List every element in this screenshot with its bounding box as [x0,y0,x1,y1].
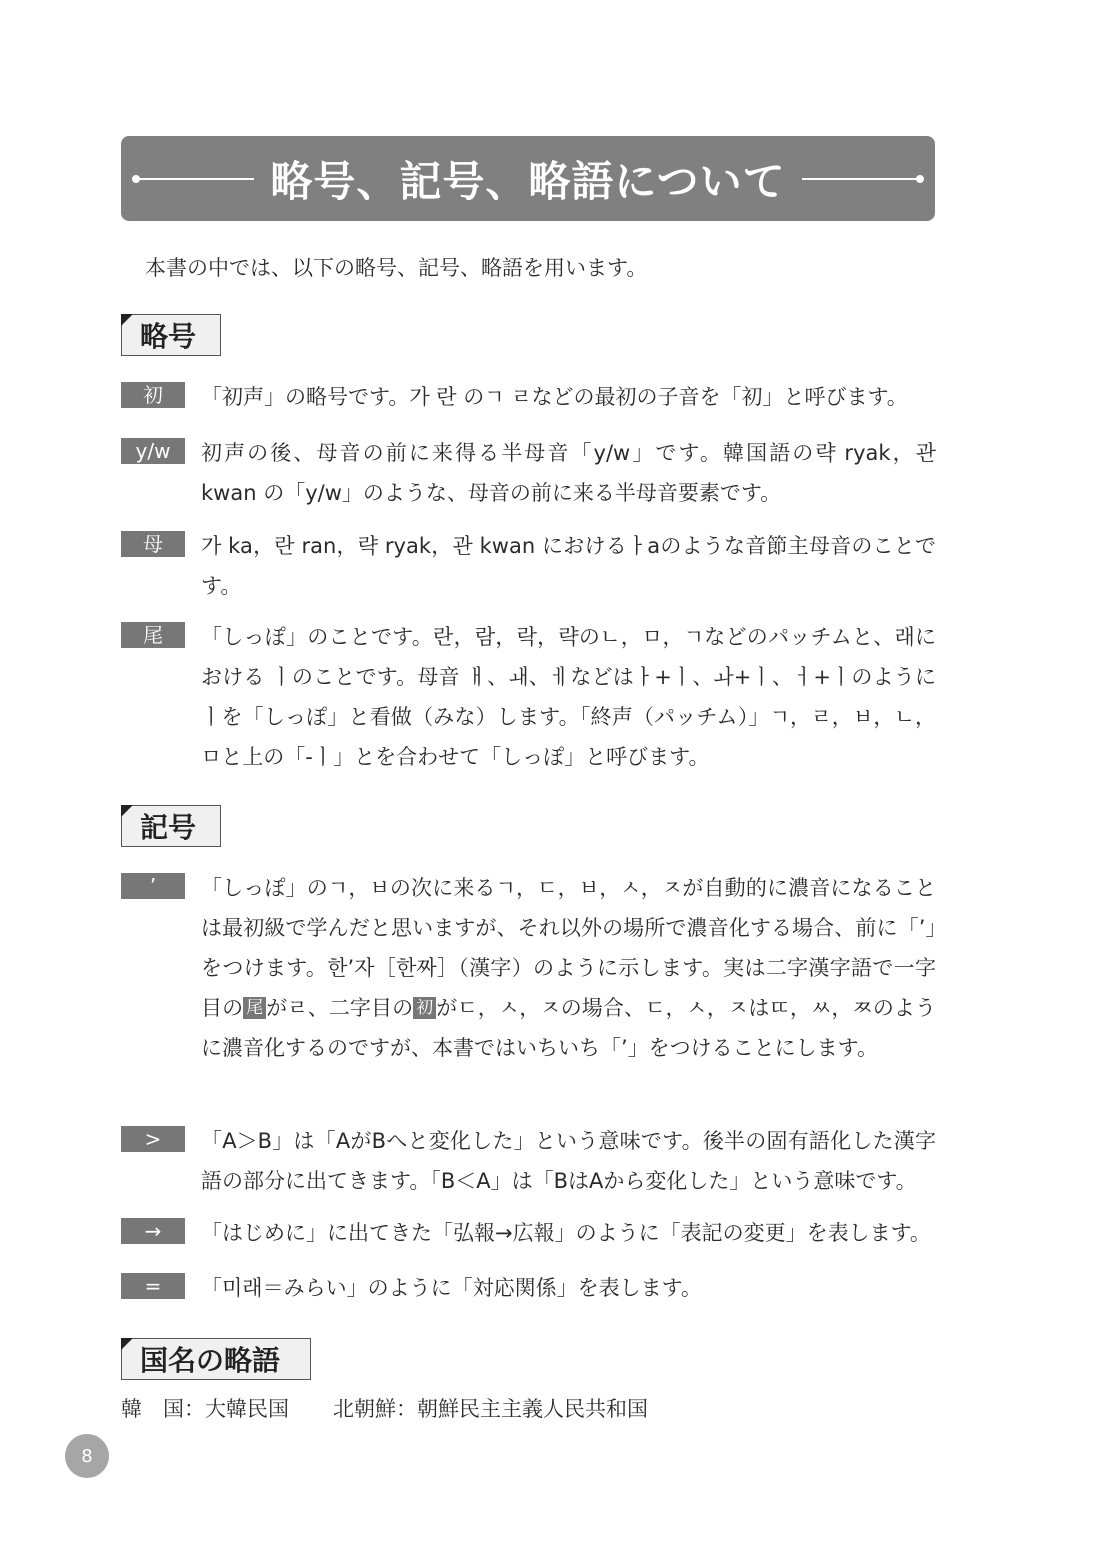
entry-text: 가 ka，란 ran，략 ryak，관 kwan におけるㅏaのような音節主母音のことです。 [201,534,936,598]
country-north-korea: 北朝鮮：朝鮮民主主義人民共和国 [333,1397,648,1421]
entry-tag: ’ [121,873,185,899]
entry-text: 初声の後、母音の前に来得る半母音「y/w」です。韓国語の략 ryak，관 kwan の「y/w」のような、母音の前に来る半母音要素です。 [201,441,936,505]
abbrev-entry-semivowel [121,433,941,513]
abbrev-entry-tail [121,617,941,777]
symbol-entry-tense [121,868,941,1068]
entry-tag: y/w [121,438,185,464]
banner-left-rule [136,178,254,180]
section-heading-label: 略号 [140,320,197,353]
section-heading-countries [121,1338,311,1380]
entry-tag: → [121,1218,185,1244]
section-heading-symbols [121,805,221,847]
entry-tag: 母 [121,531,185,557]
entry-text: 「はじめに」に出てきた「弘報→広報」のように「表記の変更」を表します。 [201,1221,931,1245]
section-heading-label: 記号 [140,811,197,844]
entry-text: 「A＞B」は「AがBへと変化した」という意味です。後半の固有語化した漢字語の部分に出てきます。「B＜A」は「BはAから変化した」という意味です。 [201,1129,936,1193]
entry-text: 「미래＝みらい」のように「対応関係」を表します。 [201,1276,702,1300]
section-heading-abbrev [121,314,221,356]
symbol-entry-notation [121,1213,941,1253]
entry-text [201,868,936,1068]
entry-text: 「初声」の略号です。가 란 のㄱ ㄹなどの最初の子音を「初」と呼びます。 [201,385,908,409]
entry-tag: 初 [121,382,185,408]
abbrev-entry-vowel [121,526,941,606]
symbol-entry-change [121,1121,941,1201]
abbrev-entry-initial [121,377,941,417]
section-heading-label: 国名の略語 [140,1344,281,1377]
intro-text: 本書の中では、以下の略号、記号、略語を用います。 [145,256,648,280]
entry-tag: > [121,1126,185,1152]
page-title: 略号、記号、略語について [270,156,786,206]
country-korea: 韓 国：大韓民国 [121,1397,289,1421]
page-number: 8 [65,1434,109,1478]
inline-tag-chip: 尾 [243,997,266,1019]
banner-right-rule [802,178,920,180]
entry-tag: = [121,1273,185,1299]
entry-text-part: がㄹ、二字目の [266,996,414,1020]
entry-text-part: がㄷ，ㅅ，ㅈの場合、ㄷ，ㅅ，ㅈはㄸ，ㅆ，ㅉのように濃音化するのですが、本書ではいちいち「’」をつけることにします。 [201,996,936,1060]
title-banner [121,136,935,221]
inline-tag-chip: 初 [413,997,436,1019]
entry-text: 「しっぽ」のことです。란，람，락，략のㄴ，ㅁ，ㄱなどのパッチムと、래における ㅣのことです。母音 ㅐ、ㅙ、ㅔなどはㅏ+ㅣ、ㅘ+ㅣ、ㅓ+ㅣのようにㅣを「しっぽ」と看做（みな）します。「終声（パッチム）」ㄱ，ㄹ，ㅂ，ㄴ，ㅁと上の「-ㅣ」とを合わせて「しっぽ」と呼びます。 [201,625,936,769]
symbol-entry-correspondence [121,1268,941,1308]
entry-text-part: 「しっぽ」のㄱ，ㅂの次に来るㄱ，ㄷ，ㅂ，ㅅ，ㅈが自動的に濃音になることは最初級で学んだと思いますが、それ以外の場所で濃音化する場合、前に「’」をつけます。한’자［한짜］（漢字）のように示します。実は二字漢字語で一字目の [201,876,936,1020]
country-abbreviations [121,1393,648,1423]
entry-tag: 尾 [121,622,185,648]
